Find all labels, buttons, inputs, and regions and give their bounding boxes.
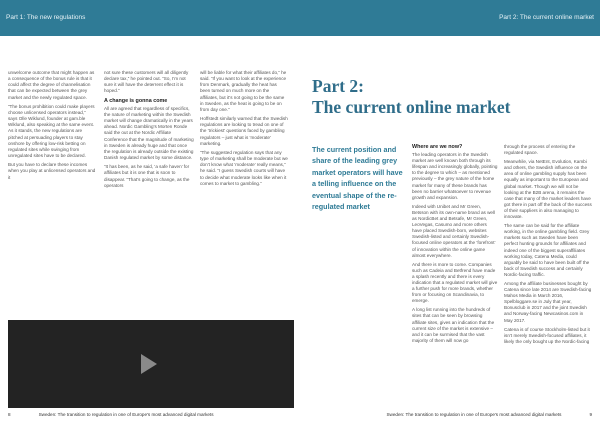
right-page-column-2: [504, 144, 592, 412]
left-page-column-3: [200, 70, 288, 324]
right-page-column-1: [412, 144, 498, 412]
paragraph: Indeed with Unibet and Mr Green, Betsson with its own-name brand as well as NordicBet and Betsafe, Mr Green, LeoVegas, Casumo and more others have placed Swedish-born, websites Swedish-listed and certainly Swedish-focused online operators at the ‘forefront’ of innovation within the online game almost everywhere.: [412, 203, 496, 258]
footer-text: Sweden: The transition to regulation in one of Europe's most advanced digital markets: [38, 412, 214, 417]
paragraph: not sure these customers will all diligently declare tax,” he pointed out. “So, I’m not sure it will have the deterrent effect it is hoped.”: [104, 70, 189, 94]
section-heading: Where are we now?: [412, 144, 463, 150]
right-page-header-title: Part 2: The current online market: [499, 14, 594, 21]
paragraph: But you have to declare these incomes when you play at unlicensed operators and it: [8, 162, 96, 180]
page-number: 9: [589, 412, 592, 417]
left-page-header-title: Part 1: The new regulations: [6, 14, 86, 21]
left-page-footer: [8, 412, 214, 417]
paragraph: Among the affiliate businesses bought by Catena since late 2014 are Swedish-facing Mahos Media in March 2016, Spelbloggare.se in July that year, Bonusclub in 2017 and the joint Swedish and Norway-facing Newcasinos.com in May 2017.: [504, 280, 592, 323]
paragraph: Hoffstedt similarly warned that the Swedish regulations are looking to tread on one of the ‘trickiest’ questions faced by gambling regulators – just what is ‘moderate’ marketing.: [200, 116, 288, 146]
page-number: 8: [8, 412, 11, 417]
paragraph: “The bonus prohibition could make players choose unlicensed operators instead,” says Olle Wiklund, founder at gam.ble Wiklund, also speaking at the same event. As it stands, the new regulations are pitched at persuading players to stay onshore by offering low-risk betting on regulated sites while swinging from unregulated sites have to be declared.: [8, 103, 95, 159]
footer-text: Sweden: The transition to regulation in one of Europe's most advanced digital markets: [386, 412, 562, 417]
page-title: [312, 76, 512, 118]
header-bar: [0, 0, 600, 36]
section-heading: A change is gonna come: [104, 97, 168, 104]
left-page-column-1: [8, 70, 96, 324]
paragraph: “The suggested regulation says that any type of marketing shall be moderate but we don’t know what ‘moderate’ really means,” he said. “I guess Swedish courts will have to decide what moderate looks like when it comes to market to gambling.”: [200, 149, 288, 186]
title-line-1: Part 2:: [312, 76, 364, 96]
pull-quote: The current position and share of the leading grey market operators will have a telling influence on the eventual shape of the re-regulated market: [312, 145, 403, 212]
paragraph: “It has been, as he said, ‘a safe haven’ for affiliates but it is one that is soon to disappear. “That’s going to change, as the operators: [104, 164, 190, 188]
right-page-footer: [386, 412, 592, 417]
paragraph: And there is more to come. Companies such as Cadeia and Betfrend have made a splash recently and there is every indication that a regulated market will give a further push for more brands, whether from or focusing on Scandinavia, to emerge.: [412, 261, 498, 304]
paragraph: The same can be said for the affiliate working, in the online gambling field. Grey markets such as Sweden have been perfect hunting grounds for affiliates and indeed one of the biggest superaffiliates working today, Catena Media, could arguably be said to have been built off the back of Swedish success and certainly Nordic-facing traffic.: [504, 223, 590, 277]
paragraph: A long list running into the hundreds of sites that can be seen by browsing affiliate sites, gives an indication that the current size of the market is extensive – and it can be surmised that the vast majority of them will now go: [412, 307, 495, 343]
paragraph: Catena is of course Stockholm-listed but it isn’t merely Swedish-focused affiliates, it likely the only bought up the Nordic-facing: [504, 326, 590, 344]
left-page-column-2: [104, 70, 194, 324]
play-icon[interactable]: [141, 354, 157, 374]
paragraph: unwelcome outcome that might happen as a consequence of the bonus rule is that it could affect the degree of channelisation that can be expected between the grey market and the newly regulated space.: [8, 70, 95, 100]
paragraph: will be liable for what their affiliates do,” he said. “If you want to look at the experience from Denmark, gradually the heat has been turned on much more on the affiliates, but it’s not going to be the same in Sweden, as the heat is going to be on from day one.”: [200, 70, 287, 112]
paragraph: Meanwhile, via NetEnt, Evolution, Kambi and others, the Swedish influence on the area of online gambling supply has been equally as important to the European and global market. Though we will not be looking at the B2B arena, it remains the case that many of the market leaders have got there in part off the back of the success of their suppliers in also managing to innovate.: [504, 159, 592, 220]
title-line-2: The current online market: [312, 97, 511, 117]
paragraph: All are agreed that regardless of specifics, the nature of marketing within the Swedish market will change dramatically in the years ahead. Nordic Gambling’s Morten Ronde said the out at the Nordic Affiliate Conference that the magnitude of marketing in Sweden is already huge and that once the regulation is already outside the existing Danish regulated market by some distance.: [104, 105, 194, 161]
paragraph: through the process of entering the regulated space.: [504, 144, 576, 156]
video-player[interactable]: [8, 320, 294, 408]
paragraph: The leading operators in the Swedish market are well known both through its lifespan and increasingly globally, pointing to the degree to which – as mentioned previously – the grey nature of the home market for many of these brands has been no barrier whatsoever to revenue growth and expansion.: [412, 152, 498, 200]
